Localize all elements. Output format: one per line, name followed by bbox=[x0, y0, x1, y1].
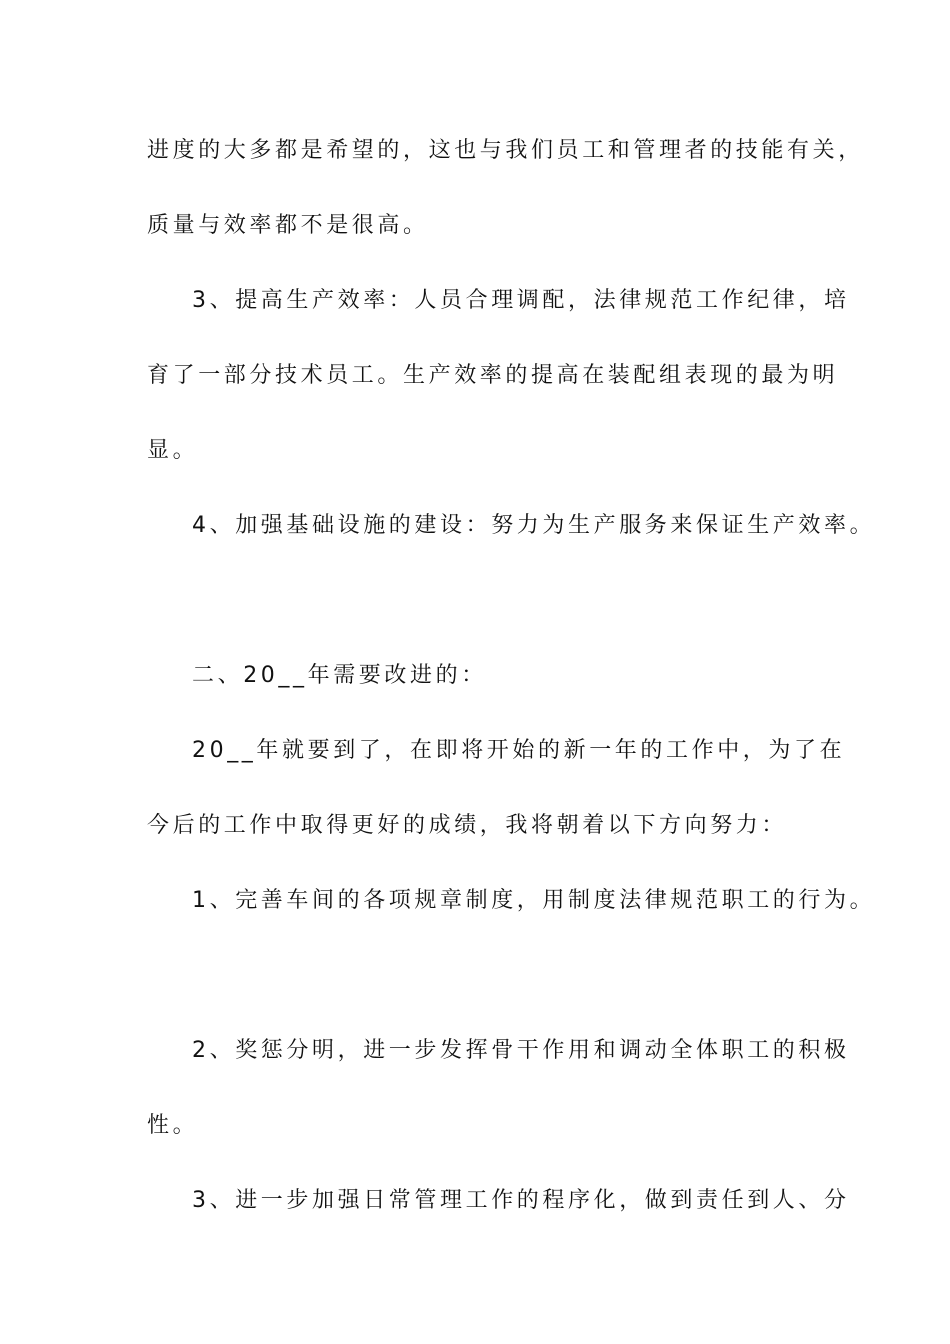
paragraph-line: 进度的大多都是希望的，这也与我们员工和管理者的技能有关， bbox=[147, 138, 864, 163]
section-heading: 二、20__年需要改进的： bbox=[192, 663, 487, 688]
paragraph-line: 显。 bbox=[147, 438, 199, 463]
paragraph-line: 4、加强基础设施的建设：努力为生产服务来保证生产效率。 bbox=[192, 513, 876, 538]
paragraph-line: 1、完善车间的各项规章制度，用制度法律规范职工的行为。 bbox=[192, 888, 876, 913]
paragraph-line: 3、提高生产效率：人员合理调配，法律规范工作纪律，培 bbox=[192, 288, 850, 313]
paragraph-line: 2、奖惩分明，进一步发挥骨干作用和调动全体职工的积极 bbox=[192, 1038, 850, 1063]
paragraph-line: 今后的工作中取得更好的成绩，我将朝着以下方向努力： bbox=[147, 813, 788, 838]
paragraph-line: 质量与效率都不是很高。 bbox=[147, 213, 429, 238]
paragraph-line: 性。 bbox=[147, 1113, 199, 1138]
paragraph-line: 20__年就要到了，在即将开始的新一年的工作中，为了在 bbox=[192, 738, 846, 763]
paragraph-line: 3、进一步加强日常管理工作的程序化，做到责任到人、分 bbox=[192, 1188, 850, 1213]
paragraph-line: 育了一部分技术员工。生产效率的提高在装配组表现的最为明 bbox=[147, 363, 839, 388]
